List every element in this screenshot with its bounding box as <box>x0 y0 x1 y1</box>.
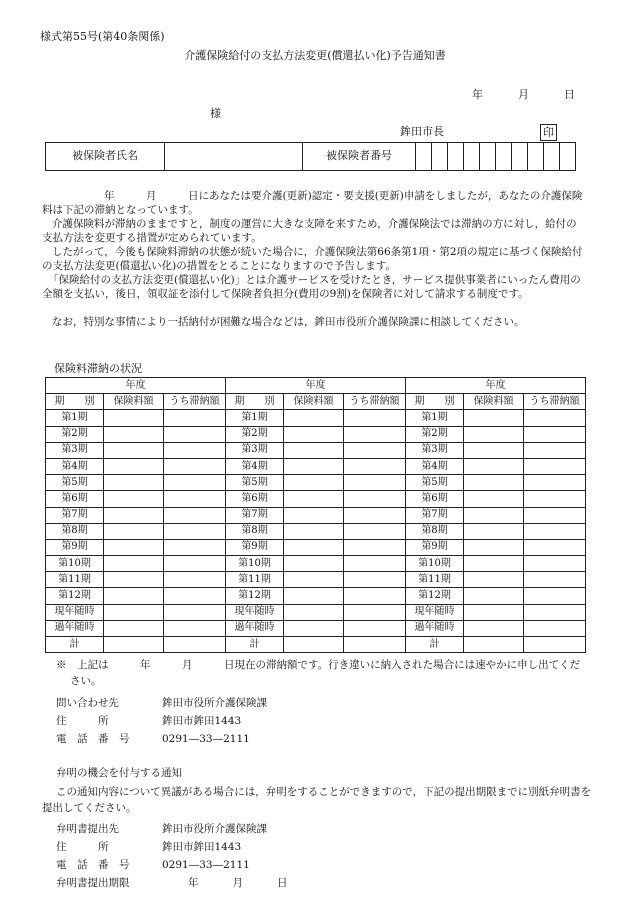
table-row <box>46 588 586 604</box>
insured-number-digit <box>544 143 560 171</box>
period-cell: 第6期 <box>226 491 284 507</box>
table-row <box>46 475 586 491</box>
table-row <box>46 637 586 653</box>
addressee-suffix: 様 <box>210 107 221 120</box>
period-cell: 第7期 <box>46 507 104 523</box>
period-cell: 第9期 <box>406 539 464 555</box>
period-cell: 第8期 <box>406 523 464 539</box>
premium-cell <box>284 556 344 572</box>
period-column-header: 期 別 <box>46 394 104 410</box>
arrears-cell <box>524 572 586 588</box>
arrears-cell <box>344 572 406 588</box>
period-cell: 第8期 <box>46 523 104 539</box>
period-cell: 第2期 <box>406 426 464 442</box>
premium-cell <box>284 442 344 458</box>
arrears-cell <box>164 523 226 539</box>
arrears-cell <box>164 507 226 523</box>
arrears-cell <box>524 620 586 636</box>
premium-cell <box>284 523 344 539</box>
arrears-cell <box>164 442 226 458</box>
insured-name-label: 被保険者氏名 <box>46 143 165 171</box>
defense-text: この通知内容について異議がある場合には，弁明をすることができますので，下記の提出期限までに別紙弁明書を提出してください。 <box>42 786 592 814</box>
insured-number-digit <box>560 143 576 171</box>
premium-cell <box>104 604 164 620</box>
premium-cell <box>284 426 344 442</box>
arrears-cell <box>524 507 586 523</box>
inquiry-value: 鉾田市役所介護保険課 <box>162 696 267 709</box>
arrears-cell <box>524 458 586 474</box>
premium-cell <box>284 410 344 426</box>
premium-cell <box>464 539 524 555</box>
premium-cell <box>284 458 344 474</box>
table-row <box>46 620 586 636</box>
premium-cell <box>104 588 164 604</box>
arrears-cell <box>524 523 586 539</box>
period-cell: 現年随時 <box>406 604 464 620</box>
arrears-cell <box>344 507 406 523</box>
premium-cell <box>464 475 524 491</box>
period-cell: 第6期 <box>406 491 464 507</box>
premium-cell <box>464 442 524 458</box>
period-cell: 第10期 <box>226 556 284 572</box>
arrears-cell <box>524 491 586 507</box>
deadline-date <box>162 874 288 892</box>
premium-cell <box>464 523 524 539</box>
period-cell: 計 <box>46 637 104 653</box>
period-column-header: 期 別 <box>226 394 284 410</box>
insured-number-digit <box>464 143 480 171</box>
premium-cell <box>104 475 164 491</box>
body-paragraph-2: 介護保険料が滞納のままですと，制度の運営に大きな支障を来すため，介護保険法では滞納の方に対し，給付の支払方法を変更する措置が定められています。 <box>42 218 577 244</box>
premium-cell <box>464 491 524 507</box>
phone-value: 0291―33―2111 <box>162 732 250 745</box>
premium-cell <box>464 620 524 636</box>
date-day: 日 <box>564 88 575 101</box>
arrears-cell <box>524 556 586 572</box>
inquiry-label: 問い合わせ先 <box>56 696 119 709</box>
arrears-cell <box>164 604 226 620</box>
arrears-cell <box>344 523 406 539</box>
arrears-cell <box>344 475 406 491</box>
period-cell: 第1期 <box>46 410 104 426</box>
insured-name-cell <box>165 143 303 171</box>
period-cell: 第11期 <box>226 572 284 588</box>
arrears-cell <box>524 426 586 442</box>
period-cell: 第12期 <box>406 588 464 604</box>
arrears-cell <box>524 475 586 491</box>
premium-cell <box>284 539 344 555</box>
period-cell: 第2期 <box>226 426 284 442</box>
arrears-cell <box>164 458 226 474</box>
submit-value: 鉾田市役所介護保険課 <box>162 822 267 835</box>
period-cell: 第9期 <box>46 539 104 555</box>
premium-cell <box>464 588 524 604</box>
table-row <box>46 604 586 620</box>
premium-cell <box>104 507 164 523</box>
form-number: 様式第55号(第40条関係) <box>40 30 165 43</box>
date-year: 年 <box>472 88 483 101</box>
premium-cell <box>284 507 344 523</box>
period-cell: 第12期 <box>226 588 284 604</box>
table-row <box>46 442 586 458</box>
period-cell: 第10期 <box>406 556 464 572</box>
period-cell: 第8期 <box>226 523 284 539</box>
submit-label: 弁明書提出先 <box>56 822 119 835</box>
period-cell: 第9期 <box>226 539 284 555</box>
table-row <box>46 556 586 572</box>
body-paragraph-4: 「保険給付の支払方法変更(償還払い化)」とは介護サービスを受けたとき，サービス提供事業者にいったん費用の全額を支払い，後日，領収証を添付して保険者負担分(費用の9割)を保険者に対して請求する制度です。 <box>42 274 581 300</box>
period-cell: 第1期 <box>226 410 284 426</box>
arrears-column-header: うち滞納額 <box>164 394 226 410</box>
arrears-cell <box>344 458 406 474</box>
arrears-status-label: 保険料滞納の状況 <box>54 362 142 375</box>
arrears-cell <box>164 620 226 636</box>
period-cell: 計 <box>406 637 464 653</box>
fiscal-year-header: 年度 <box>406 378 586 394</box>
premium-cell <box>464 572 524 588</box>
arrears-column-header: うち滞納額 <box>344 394 406 410</box>
period-cell: 第10期 <box>46 556 104 572</box>
arrears-cell <box>164 539 226 555</box>
insured-number-digit <box>480 143 496 171</box>
insured-number-digit <box>416 143 432 171</box>
period-cell: 第5期 <box>46 475 104 491</box>
period-cell: 第7期 <box>226 507 284 523</box>
period-cell: 第6期 <box>46 491 104 507</box>
arrears-cell <box>164 588 226 604</box>
premium-cell <box>464 507 524 523</box>
arrears-cell <box>344 539 406 555</box>
period-cell: 第4期 <box>406 458 464 474</box>
premium-cell <box>464 410 524 426</box>
arrears-cell <box>164 491 226 507</box>
issue-date <box>472 88 575 103</box>
premium-cell <box>284 588 344 604</box>
period-cell: 第5期 <box>226 475 284 491</box>
issuer-mayor: 鉾田市長 <box>400 125 444 138</box>
insured-number-digit <box>432 143 448 171</box>
period-cell: 第11期 <box>406 572 464 588</box>
arrears-column-header: うち滞納額 <box>524 394 586 410</box>
document-title: 介護保険給付の支払方法変更(償還払い化)予告通知書 <box>184 49 446 62</box>
period-cell: 第1期 <box>406 410 464 426</box>
date-month: 月 <box>518 88 529 101</box>
arrears-cell <box>344 637 406 653</box>
body-paragraph-1: 年 月 日にあなたは要介護(更新)認定・要支援(更新)申請をしましたが，あなたの介護保険料は下記の滞納となっています。 <box>42 190 583 216</box>
arrears-cell <box>344 410 406 426</box>
period-cell: 第5期 <box>406 475 464 491</box>
period-cell: 第3期 <box>46 442 104 458</box>
deadline-year: 年 <box>188 876 199 889</box>
period-cell: 計 <box>226 637 284 653</box>
premium-cell <box>104 410 164 426</box>
arrears-cell <box>164 637 226 653</box>
insured-number-label: 被保険者番号 <box>303 143 416 171</box>
deadline-label: 弁明書提出期限 <box>56 876 130 889</box>
address-value: 鉾田市鉾田1443 <box>162 714 242 727</box>
period-cell: 現年随時 <box>46 604 104 620</box>
premium-cell <box>104 491 164 507</box>
table-row <box>46 539 586 555</box>
arrears-cell <box>344 588 406 604</box>
premium-cell <box>284 475 344 491</box>
table-row <box>46 426 586 442</box>
table-row <box>46 507 586 523</box>
premium-cell <box>104 426 164 442</box>
arrears-cell <box>524 637 586 653</box>
premium-cell <box>464 637 524 653</box>
period-cell: 過年随時 <box>46 620 104 636</box>
fiscal-year-header: 年度 <box>226 378 406 394</box>
premium-column-header: 保険料額 <box>104 394 164 410</box>
arrears-cell <box>524 588 586 604</box>
premium-cell <box>104 442 164 458</box>
period-cell: 第3期 <box>226 442 284 458</box>
period-cell: 過年随時 <box>226 620 284 636</box>
period-column-header: 期 別 <box>406 394 464 410</box>
arrears-cell <box>164 426 226 442</box>
table-row <box>46 523 586 539</box>
table-row <box>46 410 586 426</box>
arrears-cell <box>524 410 586 426</box>
premium-cell <box>104 523 164 539</box>
premium-cell <box>284 604 344 620</box>
period-cell: 第12期 <box>46 588 104 604</box>
insured-info-table <box>45 142 576 171</box>
address-label: 住 所 <box>56 714 109 727</box>
seal-mark: 印 <box>540 124 557 141</box>
period-cell: 現年随時 <box>226 604 284 620</box>
fiscal-year-header: 年度 <box>46 378 226 394</box>
period-cell: 第11期 <box>46 572 104 588</box>
arrears-note: ※ 上記は 年 月 日現在の滞納額です。行き違いに納入された場合には速やかに申し出てください。 <box>56 659 581 687</box>
arrears-cell <box>344 426 406 442</box>
defense-address-label: 住 所 <box>56 840 109 853</box>
body-paragraph-3: したがって，今後も保険料滞納の状態が続いた場合に，介護保険法第66条第1項・第2項の規定に基づく保険給付の支払方法変更(償還払い化)の措置をとることになりますので予告します。 <box>42 246 583 272</box>
premium-cell <box>464 604 524 620</box>
arrears-cell <box>524 442 586 458</box>
premium-cell <box>104 539 164 555</box>
period-cell: 過年随時 <box>406 620 464 636</box>
arrears-cell <box>344 620 406 636</box>
year-header-row <box>46 378 586 394</box>
premium-cell <box>464 458 524 474</box>
phone-label: 電 話 番 号 <box>56 732 130 745</box>
insured-number-digit <box>448 143 464 171</box>
arrears-cell <box>344 491 406 507</box>
premium-cell <box>284 491 344 507</box>
defense-phone-label: 電 話 番 号 <box>56 858 130 871</box>
table-row <box>46 458 586 474</box>
period-cell: 第3期 <box>406 442 464 458</box>
premium-cell <box>464 556 524 572</box>
table-row <box>46 572 586 588</box>
arrears-cell <box>164 475 226 491</box>
insured-number-digit <box>512 143 528 171</box>
deadline-day: 日 <box>277 876 288 889</box>
insured-number-digit <box>528 143 544 171</box>
premium-cell <box>104 620 164 636</box>
premium-cell <box>104 637 164 653</box>
premium-cell <box>284 637 344 653</box>
arrears-cell <box>524 604 586 620</box>
arrears-cell <box>344 556 406 572</box>
defense-address-value: 鉾田市鉾田1443 <box>162 840 242 853</box>
premium-cell <box>104 572 164 588</box>
table-row <box>46 491 586 507</box>
arrears-cell <box>164 556 226 572</box>
arrears-table <box>45 377 586 653</box>
premium-column-header: 保険料額 <box>284 394 344 410</box>
insured-number-digit <box>496 143 512 171</box>
premium-cell <box>284 620 344 636</box>
period-cell: 第4期 <box>226 458 284 474</box>
premium-column-header: 保険料額 <box>464 394 524 410</box>
premium-cell <box>284 572 344 588</box>
body-paragraph-5: なお，特別な事情により一括納付が困難な場合などは，鉾田市役所介護保険課に相談してください。 <box>52 316 525 328</box>
defense-phone-value: 0291―33―2111 <box>162 858 250 871</box>
defense-heading: 弁明の機会を付与する通知 <box>56 767 182 779</box>
arrears-cell <box>164 410 226 426</box>
period-cell: 第7期 <box>406 507 464 523</box>
arrears-cell <box>344 442 406 458</box>
premium-cell <box>464 426 524 442</box>
arrears-cell <box>524 539 586 555</box>
column-header-row <box>46 394 586 410</box>
period-cell: 第4期 <box>46 458 104 474</box>
arrears-cell <box>344 604 406 620</box>
defense-info <box>56 820 288 892</box>
contact-info <box>56 694 267 748</box>
arrears-cell <box>164 572 226 588</box>
premium-cell <box>104 458 164 474</box>
deadline-month: 月 <box>232 876 243 889</box>
premium-cell <box>104 556 164 572</box>
period-cell: 第2期 <box>46 426 104 442</box>
